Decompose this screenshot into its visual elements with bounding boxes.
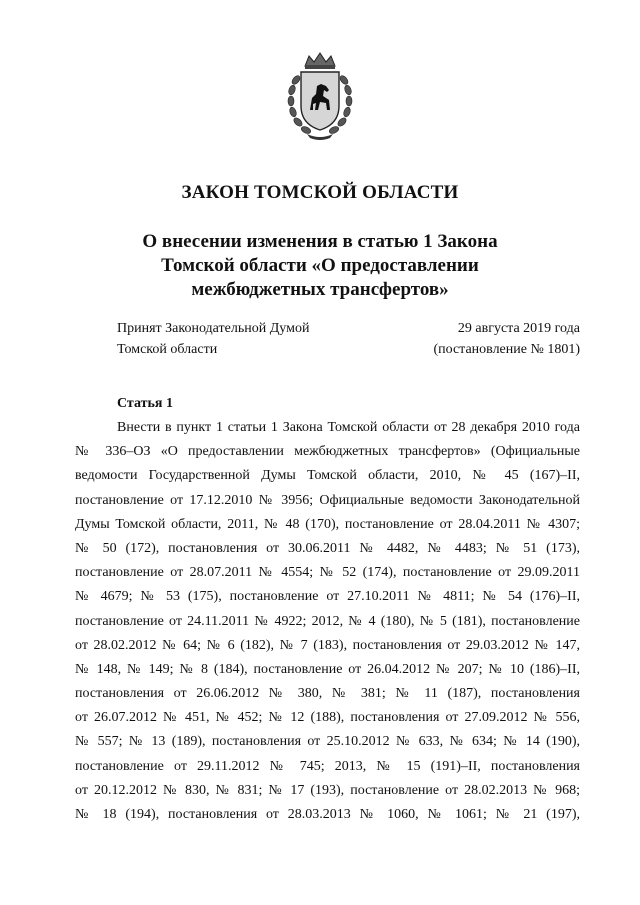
law-subtitle: [80, 230, 560, 302]
adoption-date: [433, 318, 580, 360]
body-line: № 336–ОЗ «О предоставлении межбюджетных трансфертов» (Официальные: [75, 444, 580, 460]
coat-of-arms-icon: [283, 50, 357, 142]
body-line: от 28.02.2012 № 64; № 6 (182), № 7 (183), постановления от 29.03.2012 № 147,: [75, 637, 580, 653]
adoption-date-line: 29 августа 2019 года: [457, 321, 580, 336]
body-line: Думы Томской области, 2011, № 48 (170), постановление от 28.04.2011 № 4307;: [75, 516, 580, 532]
adopted-by-line: Томской области: [117, 342, 218, 357]
body-line: постановление от 29.11.2012 № 745; 2013, № 15 (191)–II, постановления: [75, 758, 580, 774]
body-line: № 18 (194), постановления от 28.03.2013 № 1060, № 1061; № 21 (197),: [75, 807, 580, 822]
adopted-by-line: Принят Законодательной Думой: [117, 321, 310, 336]
subtitle-line: межбюджетных трансфертов»: [191, 279, 449, 300]
body-line: ведомости Государственной Думы Томской области, 2010, № 45 (167)–II,: [75, 468, 580, 484]
body-line: от 20.12.2012 № 830, № 831; № 17 (193), постановление от 28.02.2013 № 968;: [75, 782, 580, 798]
article-heading: Статья 1: [117, 396, 173, 411]
adopted-by: [117, 318, 309, 360]
body-line: № 148, № 149; № 8 (184), постановление от 26.04.2012 № 207; № 10 (186)–II,: [75, 661, 580, 677]
body-line: постановление от 28.07.2011 № 4554; № 52 (174), постановление от 29.09.2011: [75, 565, 580, 581]
subtitle-line: Томской области «О предоставлении: [161, 255, 479, 276]
body-line: от 26.07.2012 № 451, № 452; № 12 (188), постановления от 27.09.2012 № 556,: [75, 710, 580, 726]
body-line: Внести в пункт 1 статьи 1 Закона Томской области от 28 декабря 2010 года: [117, 420, 580, 435]
subtitle-line: О внесении изменения в статью 1 Закона: [142, 231, 498, 252]
body-line: постановление от 24.11.2011 № 4922; 2012, № 4 (180), № 5 (181), постановление: [75, 613, 580, 629]
article-body: [75, 416, 580, 827]
body-line: постановление от 17.12.2010 № 3956; Официальные ведомости Законодательной: [75, 492, 580, 508]
body-line: постановления от 26.06.2012 № 380, № 381; № 11 (187), постановления: [75, 686, 580, 702]
resolution-number: (постановление № 1801): [433, 342, 580, 357]
law-title: ЗАКОН ТОМСКОЙ ОБЛАСТИ: [181, 182, 459, 203]
body-line: № 50 (172), постановления от 30.06.2011 № 4482, № 4483; № 51 (173),: [75, 540, 580, 556]
body-line: № 557; № 13 (189), постановления от 25.10.2012 № 633, № 634; № 14 (190),: [75, 734, 580, 750]
body-line: № 4679; № 53 (175), постановление от 27.10.2011 № 4811; № 54 (176)–II,: [75, 589, 580, 605]
